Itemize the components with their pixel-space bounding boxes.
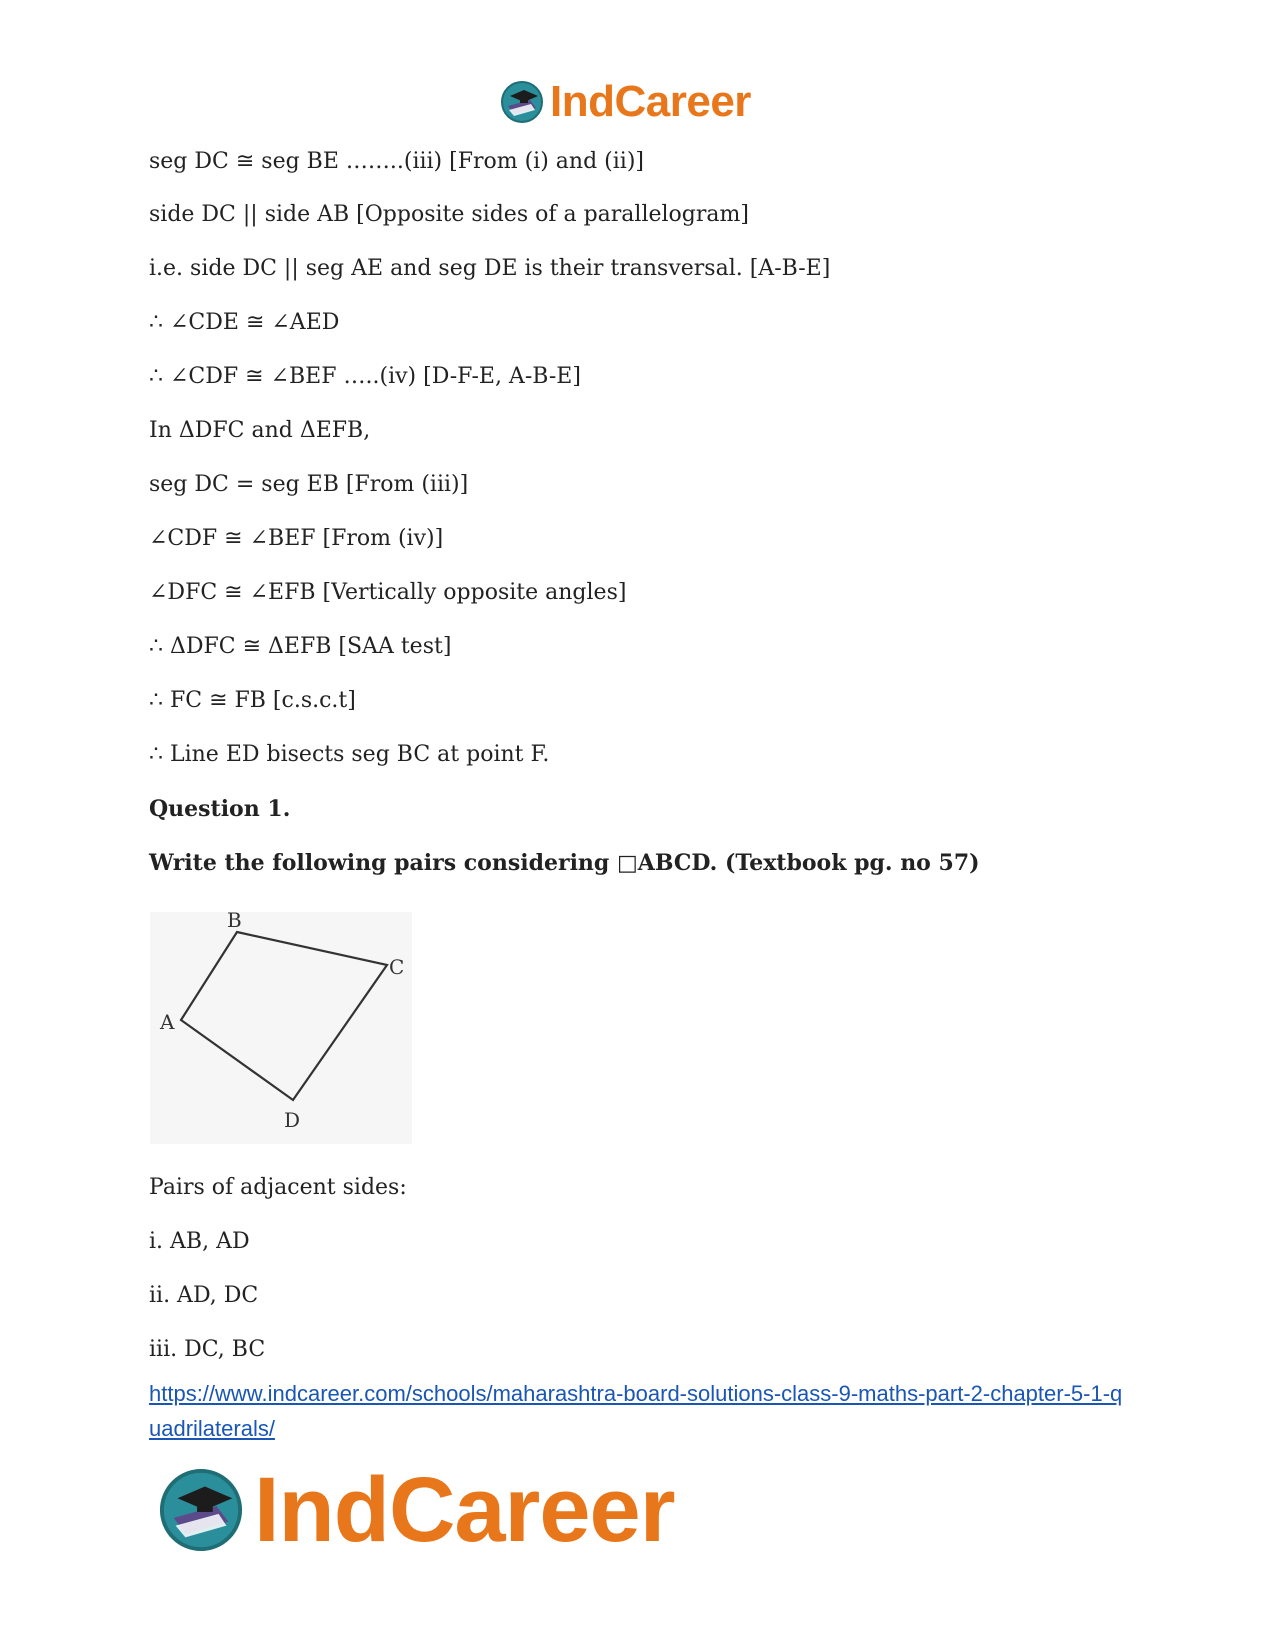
proof-line: ∴ FC ≅ FB [c.s.c.t] [149, 688, 356, 713]
graduation-book-icon [500, 80, 544, 124]
proof-line: In ΔDFC and ΔEFB, [149, 418, 371, 443]
proof-line: ∴ Line ED bisects seg BC at point F. [149, 742, 550, 767]
proof-line: side DC || side AB [Opposite sides of a parallelogram] [149, 202, 749, 227]
proof-line: ∴ ∠CDE ≅ ∠AED [149, 310, 340, 335]
graduation-book-icon [158, 1467, 244, 1553]
answer-item: ii. AD, DC [149, 1283, 259, 1308]
answer-item: iii. DC, BC [149, 1337, 266, 1362]
brand-logo-bottom [158, 1458, 675, 1561]
question-prompt: Write the following pairs considering □ABCD. (Textbook pg. no 57) [149, 850, 980, 876]
answer-heading: Pairs of adjacent sides: [149, 1175, 407, 1200]
source-link[interactable]: https://www.indcareer.com/schools/maharashtra-board-solutions-class-9-maths-part-2-chapter-5-1-quadrilaterals/ [149, 1381, 1123, 1441]
vertex-label-a: A [160, 1010, 175, 1034]
proof-line: seg DC = seg EB [From (iii)] [149, 472, 469, 497]
proof-line: i.e. side DC || seg AE and seg DE is their transversal. [A-B-E] [149, 256, 831, 281]
proof-line: seg DC ≅ seg BE ……..(iii) [From (i) and (ii)] [149, 149, 644, 174]
vertex-label-d: D [284, 1108, 301, 1132]
answer-item: i. AB, AD [149, 1229, 250, 1254]
proof-line: ∠CDF ≅ ∠BEF [From (iv)] [149, 526, 444, 551]
proof-line: ∴ ∠CDF ≅ ∠BEF …..(iv) [D-F-E, A-B-E] [149, 364, 581, 389]
proof-line: ∠DFC ≅ ∠EFB [Vertically opposite angles] [149, 580, 627, 605]
vertex-label-c: C [389, 955, 405, 979]
vertex-label-b: B [227, 912, 242, 932]
brand-logo-top [500, 76, 751, 128]
quadrilateral-figure [150, 912, 412, 1144]
brand-wordmark: IndCareer [254, 1458, 675, 1561]
question-title: Question 1. [149, 796, 291, 822]
proof-line: ∴ ΔDFC ≅ ΔEFB [SAA test] [149, 634, 452, 659]
brand-wordmark: IndCareer [550, 77, 751, 126]
